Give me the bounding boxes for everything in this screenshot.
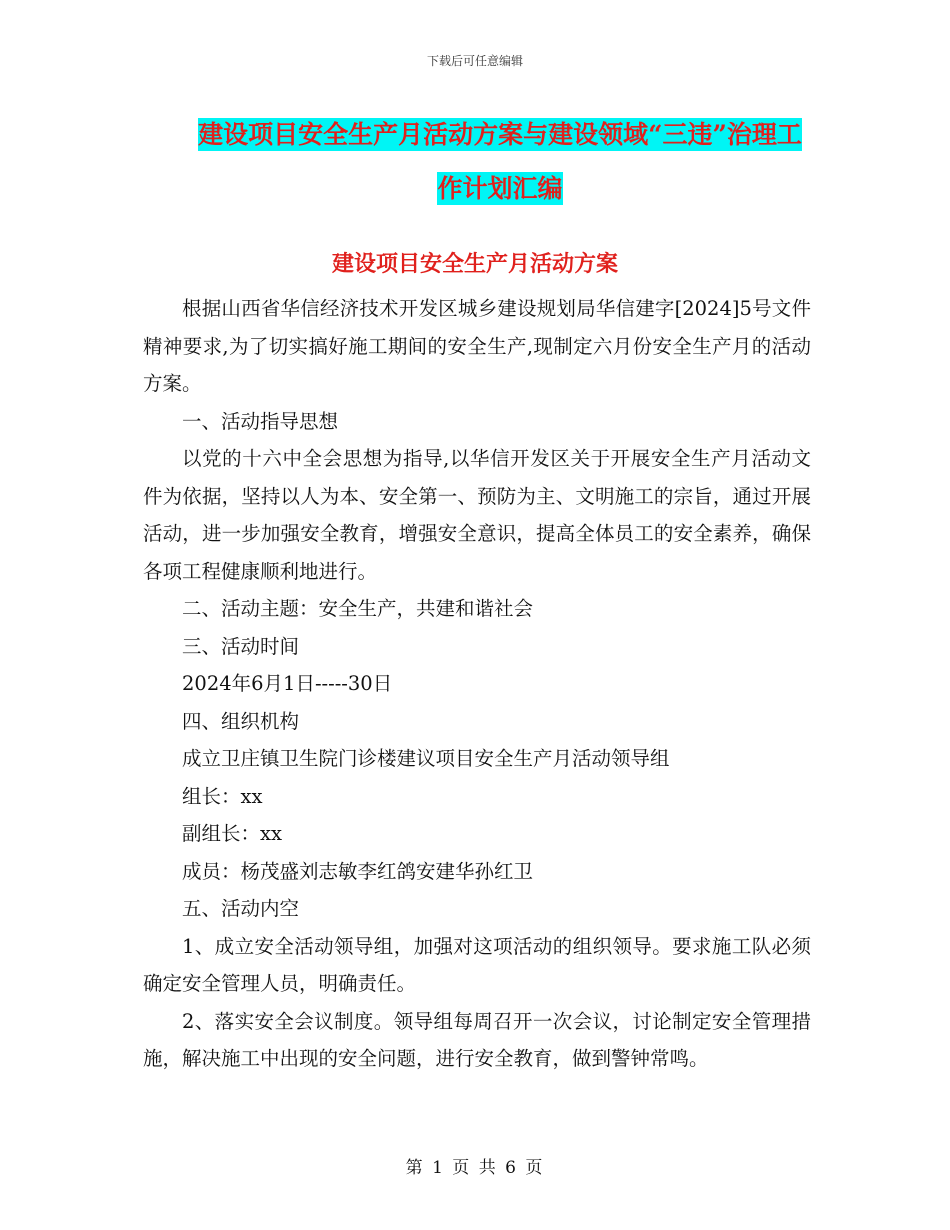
paragraph: 副组长：xx — [182, 822, 282, 845]
document-title-text: 建设项目安全生产月活动方案与建设领域“三违”治理工作计划汇编 — [198, 120, 802, 203]
header-note: 下载后可任意编辑 — [426, 54, 523, 68]
section-title: 建设项目安全生产月活动方案 — [331, 251, 618, 277]
paragraph: 二、活动主题：安全生产，共建和谐社会 — [182, 597, 534, 620]
document-title — [190, 108, 810, 216]
paragraph: 五、活动内空 — [182, 897, 300, 920]
page-number: 第 1 页 共 6 页 — [405, 1158, 545, 1178]
paragraph: 成立卫庄镇卫生院门诊楼建议项目安全生产月活动领导组 — [182, 747, 670, 770]
paragraph: 三、活动时间 — [182, 634, 300, 658]
paragraph: 1、成立安全活动领导组，加强对这项活动的组织领导。要求施工队必须确定安全管理人员，明确责任。 — [143, 934, 811, 995]
paragraph: 根据山西省华信经济技术开发区城乡建设规划局华信建字[2024]5号文件精神要求,为了切实搞好施工期间的安全生产,现制定六月份安全生产月的活动方案。 — [143, 297, 811, 395]
paragraph: 2、落实安全会议制度。领导组每周召开一次会议，讨论制定安全管理措施，解决施工中出现的安全问题，进行安全教育，做到警钟常鸣。 — [143, 1009, 811, 1070]
paragraph: 一、活动指导思想 — [182, 409, 339, 433]
paragraph: 以党的十六中全会思想为指导,以华信开发区关于开展安全生产月活动文件为依据，坚持以人为本、安全第一、预防为主、文明施工的宗旨，通过开展活动，进一步加强安全教育，增强安全意识，提高全体员工的安全素养，确保各项工程健康顺利地进行。 — [143, 447, 811, 583]
document-body — [143, 290, 811, 1078]
paragraph: 组长：xx — [182, 784, 263, 808]
paragraph: 四、组织机构 — [182, 709, 300, 733]
paragraph: 成员：杨茂盛刘志敏李红鸽安建华孙红卫 — [182, 859, 534, 883]
paragraph: 2024年6月1日-----30日 — [182, 672, 393, 695]
